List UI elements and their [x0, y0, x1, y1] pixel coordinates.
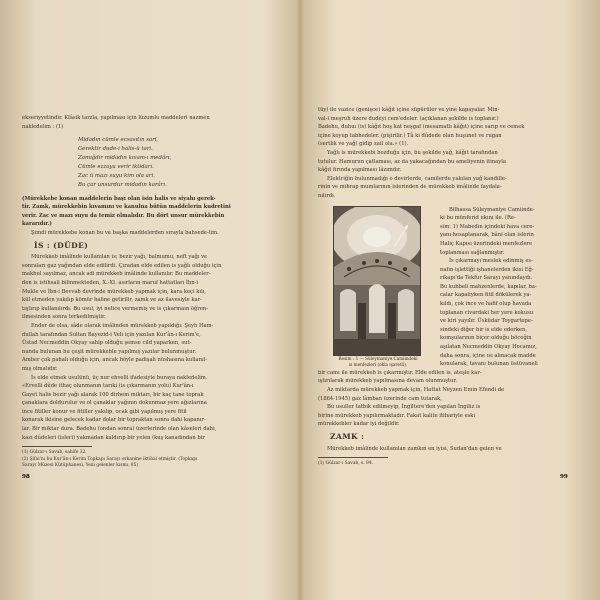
- body-line: calar kapalıyken fitil dökülerek ya-: [440, 292, 532, 299]
- text-line: (sertlik ve yağ) gidip zail ola.» (1).: [318, 141, 409, 148]
- explanation-line: kararıdır.): [22, 221, 52, 228]
- body-line: Mürekkeb imâlinde kullanılan is; bezir yağı, balmumu, neft yağı ve: [31, 254, 208, 261]
- body-line: aşılatan Necmeddin Okyay Hocamız,: [440, 344, 537, 351]
- body-line: kül etmeden yakılıp kömür haline getirilir, zamk ve az ilavesiyle kar-: [22, 297, 202, 304]
- body-line: kıldı, çok ince ve hafif olup havada: [440, 301, 532, 308]
- body-line: nafın işlettiği işhanelerden ikisi Eğ-: [440, 266, 534, 273]
- body-line: İs çıkarmayı meslek edinmiş es-: [449, 258, 533, 265]
- body-line: çanaklara doldurulur ve ol çanaklar yağının dokunmaz yere ağızlarına: [22, 400, 207, 407]
- figure-caption: [333, 356, 423, 367]
- body-line: den is istihsali bilinmekteden, X.-XI. asırların maruf hattatları İbn-i: [22, 279, 199, 286]
- body-line: kazı dûdeleri (isleri) yakmadan kaldırıp bir yelen (kuş kanadından bir: [22, 434, 205, 441]
- section-heading: ZAMK :: [330, 431, 365, 441]
- body-line: daha sonra, içine ısı alınacak madde: [440, 352, 536, 359]
- body-line: birine mürekkeb yapılırmaktadır. Fakat kalite itibariyle eski: [318, 412, 476, 419]
- body-line: dullah tarafından Sultan Bayezid-i Veli için yazılan Kur'ân-ı Kerim'e,: [22, 331, 201, 338]
- body-line: bir camı ile mürekkeb is çıkarmıştır. Elde edilen is, ateşle kar-: [318, 369, 482, 376]
- body-line: «Ervelli dûde ithaç olunmanın tarıki (is çıkarmanın yolu) Kur'ân-ı: [22, 383, 194, 390]
- body-line: ilmesinden sonra terkedilmiştir.: [22, 314, 106, 321]
- body-line: ince fitiller konur ve fitiller yakılıp, ocak gibi yapılmış yere fitil: [22, 408, 187, 415]
- body-line: ki bu münferid ııkını ile. (Re-: [440, 215, 516, 222]
- explanation-line: (Mürekkebe konan maddelerin başı olan isin halis ve siyahı gerek-: [22, 195, 216, 202]
- wrapped-text-column: [440, 206, 580, 369]
- explanation-line: tir. Zamk, mürekkebin kıvamını ve kanulna bütün maddelerin kudretini: [22, 204, 231, 211]
- body-line: Ender de olsa, sâde olarak imâlinden mürekkeb yapıldığı: Şeyh Ham-: [31, 322, 214, 329]
- body-line: komşularının biçer olduğu böceğin: [440, 335, 532, 342]
- text-line: nakledelim : (1): [22, 123, 64, 130]
- page-number-right: 99: [560, 474, 568, 480]
- verse-line: Zamığdır midadın kıvam-ı medârı,: [78, 155, 172, 161]
- left-page: [22, 0, 284, 600]
- body-line: Bu usuller tatbik edilmeyip, İngiltere'den yapılan İngiliz is: [327, 404, 481, 411]
- body-line: Amber çok pahalı olduğu için, ancak böyle padişah nüshasına kullanıl-: [22, 357, 208, 364]
- body-line: Haliç Kapısı üzerindeki menfezlere: [440, 240, 533, 247]
- body-line: Üstad Necmeddin Okyay sahip olduğu şemse cild yaparken, sut-: [22, 340, 192, 347]
- footnote-divider: [318, 457, 388, 458]
- text-line: tüy) ile vazice (genişce) kâğıt içine süpürüler ve yine kapayalar. Min-: [318, 107, 500, 113]
- mosque-dome-photo: [333, 206, 421, 356]
- body-line: Bilhassa Süleymaniye Camiinde-: [449, 206, 535, 213]
- text-line: Elektriğin bulunmadığı o devirlerde, camilerde yakılan yağ kandille-: [327, 175, 507, 182]
- text-line: nılırdı.: [318, 192, 336, 199]
- text-line: Badehu, duhuı (is) kâğıt hoş kat neşgaf (mesamatlı kâğıt) içine sarıp ve cemek: [318, 124, 525, 131]
- body-line: Gayet halis bezir yağı alarak 100 dirhem miktarı, bir kaç tane toprak: [22, 391, 204, 398]
- text-line: tutulur. Hamurun çatlaması, az da yakacağından bu ameliyenin itinayla: [318, 158, 506, 165]
- verse-line: Cümle ezzaya verir iktidarı.: [78, 163, 154, 170]
- footnote-divider: [22, 446, 92, 447]
- body-line: lar. Bir miktar dura. Badehu (ondan sonra) üzerlerinde olan kâseleri dahi,: [22, 426, 217, 433]
- body-line: Mürekkeb imâlinde kullanılan zamkın en iyisi, Sudan'dan gelen ve: [327, 445, 502, 452]
- body-line: tıştırıp kullanılırdı. Bu usul, iyi netice vermemiş ve is çıkarmaın öğren-: [22, 305, 209, 312]
- footnote: (2) Şifai'nı bu Kur'ân-ı Kerim Topkapı Sarayı erkanlne iktibal etmiştir. (Topkapı: [22, 456, 198, 462]
- text-line: Yağlı is mürekkebi bozduğu için, bu şekilde yağ, kâğıt tarafından: [327, 149, 498, 156]
- intro-line: Şimdi mürekkebe konan bu ve başka maddelerden sırayla bahsede-lim.: [31, 230, 219, 236]
- body-line: Az miktarda mürekkeb yapmak için, Hattat Neyzen Emin Efendi de: [327, 387, 505, 393]
- page-number-left: 98: [22, 474, 30, 480]
- body-line: ve kiri yayılır. Üsküdar Toygartepe-: [440, 318, 533, 325]
- body-line: toplanan civardaki her yere kokusu: [440, 309, 534, 316]
- body-line: rikapı'da Tekfur Sarayı yanındaydı.: [440, 275, 533, 282]
- body-line: sonraları gaz yağından elde edilirdi. Çıradan elde edilen is yağlı olduğu için: [22, 262, 222, 269]
- body-line: sim: 1) Mabedin içindeki hava cere-: [440, 223, 535, 230]
- caption-line: Resim : 1 — Süleymaniye Camiindeki: [338, 356, 418, 361]
- body-line: konularak, tavanı bulunan üstüvaneli: [440, 361, 538, 368]
- verse-line: Bu çar unsurdur midadın karârı.: [78, 181, 167, 188]
- text-line: ekseriyyetindir. Klâsik tarzla, yapılması için lüzumlu maddeleri nazmen: [22, 115, 210, 121]
- body-line: nunda bulunan bu çeşit mürekkeble yapılmış yazılar bulunmuştur.: [22, 348, 197, 355]
- text-line: val-i meşruh üzere dudeyi cem'edeler. (açıklanan şekilde is toplanır.): [318, 115, 499, 122]
- body-line: toplanması sağlanmıştır.: [440, 249, 505, 256]
- body-line: mış olmalıdır.: [22, 365, 58, 372]
- body-line: sindeki diğer bir is elde ederken,: [440, 326, 527, 333]
- body-line: Bu kubbeli mahzenlerde, kapılar, ba-: [440, 283, 537, 290]
- verse-line: Zac ü mazı suyu kim ola ari.: [78, 172, 155, 179]
- text-line: içine koyup tabhedeler. (pişirilir.) Tâ ki dûdede olan huşunet ve rugan: [318, 132, 502, 139]
- body-line: makbul sayılmaz, ancak adi mürekkeb imâlinde kullanılır. Bu maddeler-: [22, 271, 211, 278]
- verse-line: Gerektir dude-i halis-ü tari.: [78, 146, 153, 153]
- body-line: yanı hesaplanarak, bâni olan islerin: [440, 232, 534, 239]
- footnote: (1) Gülzar-ı Savab, s. 94.: [318, 461, 374, 467]
- verse-line: Midadın cümle ecsasıtın sari,: [78, 137, 159, 144]
- text-line: kâğıt fırında yapılması lâzımdır.: [318, 167, 402, 174]
- text-line: rinin ve mihrap mumlarının islerinden de mürekkeb imâlinde faydala-: [318, 184, 502, 191]
- footnote: (1) Gülzar-ı Savab, sahife 32.: [22, 450, 87, 456]
- body-line: Mukle ve İbn-i Bevvab devrinde mürekkeb yapmak için, kara keçi kılı,: [22, 288, 207, 295]
- body-line: İs elde etmek usulünü, üç nur ehvelli ifadesiyle buraya nakledelim.: [31, 374, 208, 381]
- section-heading: İS : (DÜDE): [34, 240, 89, 250]
- body-line: ıştırılarak mürekkeb yapılmasına devam olunmuştur.: [318, 378, 457, 385]
- explanation-line: verir. Zac ve mazı suyu da temiz olmalıdır. Bu dört unsur mürekkebin: [22, 212, 225, 219]
- caption-line: is menfezleri (okla işaretli).: [348, 361, 408, 367]
- body-line: konarak ikisine gelecek kadar dolar bir topraktan sonra dahi kapanır-: [22, 417, 206, 424]
- footnote: Sarayı Müzesi Kütüphanesi, Yeni gelenler kısmı, 85): [22, 463, 139, 469]
- body-line: mürekkebler kadar iyi değildir.: [318, 421, 400, 428]
- body-line: (1864-1945) gaz lâmban üzerinde cam tutarak,: [318, 395, 442, 402]
